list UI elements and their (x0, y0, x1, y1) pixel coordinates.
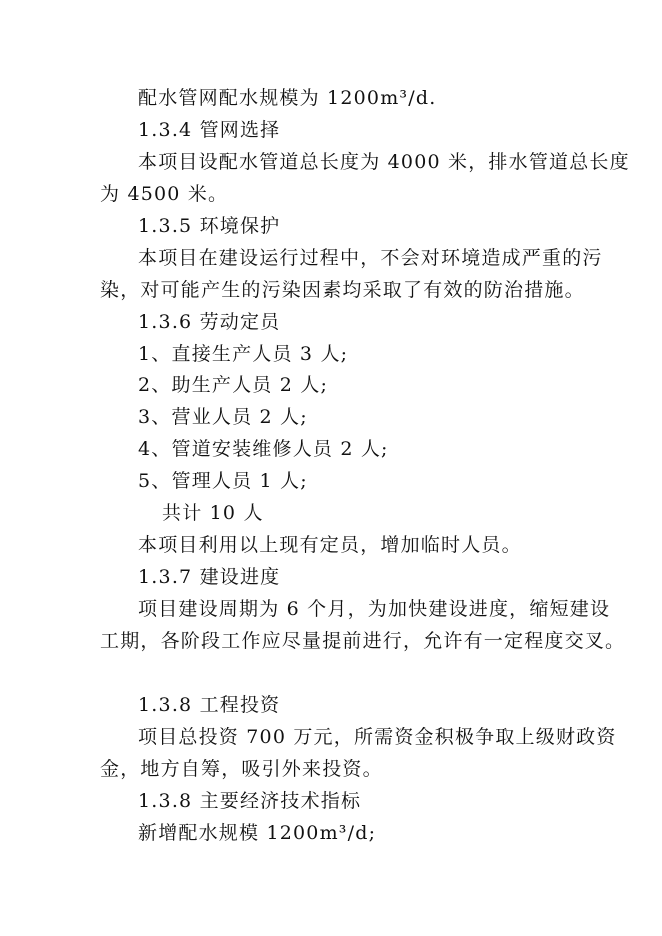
text-line: 项目建设周期为 6 个月，为加快建设进度，缩短建设 (138, 598, 611, 620)
text-line: 新增配水规模 1200m³/d; (138, 822, 377, 844)
section-heading: 1.3.5 环境保护 (138, 215, 281, 237)
text-line: 染，对可能产生的污染因素均采取了有效的防治措施。 (100, 279, 585, 301)
list-item: 1、直接生产人员 3 人; (138, 343, 349, 365)
list-item: 4、管道安装维修人员 2 人; (138, 438, 389, 460)
list-item: 2、助生产人员 2 人; (138, 374, 329, 396)
text-line: 本项目设配水管道总长度为 4000 米，排水管道总长度 (138, 151, 630, 173)
section-heading: 1.3.6 劳动定员 (138, 311, 281, 333)
section-heading: 1.3.8 工程投资 (138, 694, 281, 716)
section-heading: 1.3.8 主要经济技术指标 (138, 790, 362, 812)
list-item: 5、管理人员 1 人; (138, 470, 308, 492)
text-line: 金，地方自筹，吸引外来投资。 (100, 758, 383, 780)
text-line: 配水管网配水规模为 1200m³/d. (138, 87, 437, 109)
section-heading: 1.3.7 建设进度 (138, 566, 281, 588)
text-line: 本项目在建设运行过程中，不会对环境造成严重的污 (138, 247, 603, 269)
total-line: 共计 10 人 (162, 502, 264, 524)
text-line: 工期，各阶段工作应尽量提前进行，允许有一定程度交叉。 (100, 630, 626, 652)
section-heading: 1.3.4 管网选择 (138, 119, 281, 141)
text-line: 为 4500 米。 (100, 183, 229, 205)
list-item: 3、营业人员 2 人; (138, 406, 308, 428)
text-line: 项目总投资 700 万元，所需资金积极争取上级财政资 (138, 726, 617, 748)
text-line: 本项目利用以上现有定员，增加临时人员。 (138, 534, 522, 556)
